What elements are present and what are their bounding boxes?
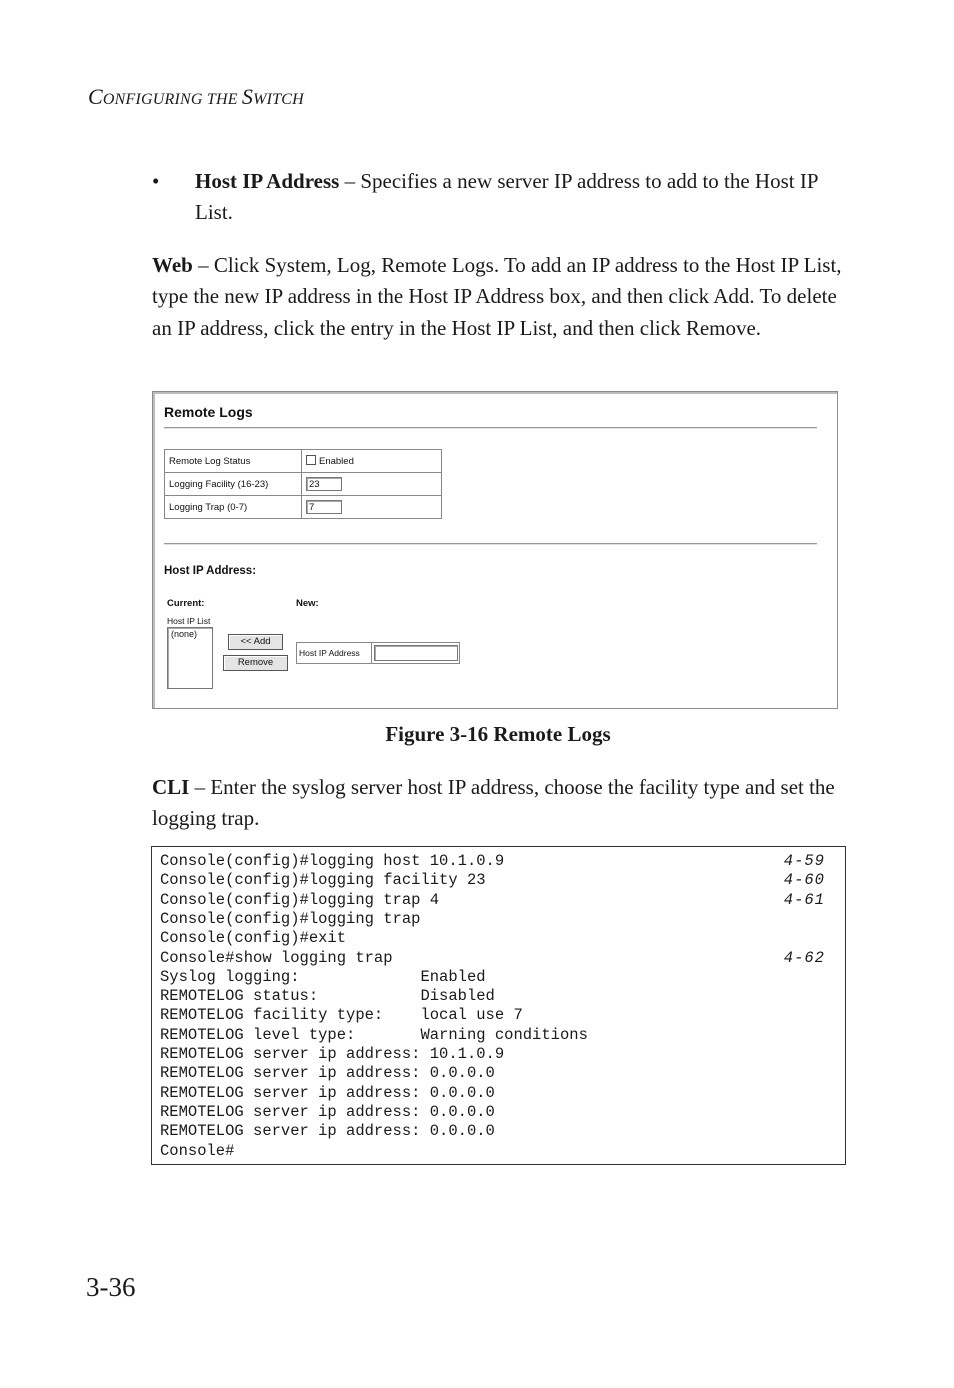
code-line: Syslog logging: Enabled: [160, 967, 486, 986]
code-line: Console#: [160, 1141, 235, 1160]
logging-trap-input[interactable]: 7: [306, 500, 342, 514]
enabled-checkbox[interactable]: [306, 455, 316, 465]
running-head: [88, 84, 304, 110]
running-head-cap-1: C: [88, 84, 103, 109]
cli-text: – Enter the syslog server host IP address, choose the facility type and set the logging trap.: [152, 775, 835, 831]
web-text: – Click System, Log, Remote Logs. To add an IP address to the Host IP List, type the new IP address in the Host IP Address box, and then click Add. To delete an IP address, click the entry in the Host IP List, and then click Remove.: [152, 253, 842, 340]
bullet-host-ip-address: [152, 166, 852, 228]
code-page-reference: 4-60: [783, 871, 825, 890]
host-ip-list-label: Host IP List: [167, 616, 211, 626]
code-line: Console(config)#logging trap 4: [160, 890, 440, 909]
host-ip-list[interactable]: [167, 627, 213, 689]
remote-log-settings-table: [164, 449, 442, 519]
code-line: Console(config)#exit: [160, 929, 347, 948]
code-line: Console(config)#logging trap: [160, 909, 421, 928]
list-item[interactable]: (none): [171, 629, 198, 639]
code-page-reference: 4-59: [783, 852, 825, 870]
divider: [164, 427, 817, 429]
add-button[interactable]: << Add: [228, 634, 283, 650]
remove-button[interactable]: Remove: [223, 655, 288, 671]
cli-lead: CLI: [152, 775, 190, 799]
bullet-text: – Specifies a new server IP address to add to the Host IP List.: [195, 169, 818, 224]
bullet-term: Host IP Address: [195, 169, 340, 193]
running-head-cap-2: S: [241, 84, 254, 109]
remote-log-status-label: Remote Log Status: [165, 450, 302, 473]
current-label: Current:: [167, 598, 205, 609]
figure-caption: Figure 3-16 Remote Logs: [385, 722, 611, 746]
table-row: [165, 496, 442, 519]
host-ip-address-box: [296, 642, 460, 664]
running-head-rest-1: ONFIGURING THE: [102, 91, 242, 108]
web-paragraph: [152, 250, 848, 344]
logging-facility-label: Logging Facility (16-23): [165, 473, 302, 496]
host-ip-address-input[interactable]: [374, 645, 458, 661]
logging-facility-cell: [302, 473, 442, 496]
enabled-label: Enabled: [319, 456, 354, 467]
remote-logs-title: Remote Logs: [164, 404, 253, 420]
code-line: REMOTELOG server ip address: 0.0.0.0: [160, 1064, 495, 1083]
code-line: REMOTELOG level type: Warning conditions: [160, 1025, 588, 1044]
remote-log-status-cell: [302, 450, 442, 473]
code-line: Console(config)#logging facility 23: [160, 871, 486, 890]
divider: [371, 643, 372, 663]
logging-facility-input[interactable]: 23: [306, 477, 342, 491]
running-head-rest-2: WITCH: [253, 91, 304, 108]
code-line: REMOTELOG server ip address: 0.0.0.0: [160, 1083, 495, 1102]
code-page-reference: 4-62: [783, 948, 825, 967]
host-ip-address-heading: Host IP Address:: [164, 565, 257, 577]
bullet-body: [195, 166, 852, 228]
cli-paragraph: [152, 772, 848, 835]
page-number: 3-36: [86, 1272, 136, 1302]
logging-trap-label: Logging Trap (0-7): [165, 496, 302, 519]
code-line: REMOTELOG status: Disabled: [160, 987, 495, 1006]
cli-code-block: [151, 846, 846, 1165]
remote-logs-screenshot: [152, 391, 838, 709]
web-lead: Web: [152, 253, 193, 277]
code-line: Console(config)#logging host 10.1.0.9: [160, 852, 505, 870]
divider: [164, 543, 817, 545]
bullet-symbol: •: [152, 169, 160, 193]
code-line: REMOTELOG server ip address: 10.1.0.9: [160, 1045, 505, 1063]
code-line: REMOTELOG facility type: local use 7: [160, 1006, 523, 1025]
table-row: [165, 473, 442, 496]
code-page-reference: 4-61: [783, 890, 825, 909]
table-row: [165, 450, 442, 473]
logging-trap-cell: [302, 496, 442, 519]
code-line: Console#show logging trap: [160, 948, 393, 967]
code-line: REMOTELOG server ip address: 0.0.0.0: [160, 1122, 495, 1141]
new-label: New:: [296, 598, 319, 609]
host-ip-address-field-label: Host IP Address: [299, 648, 360, 658]
code-line: REMOTELOG server ip address: 0.0.0.0: [160, 1102, 495, 1121]
